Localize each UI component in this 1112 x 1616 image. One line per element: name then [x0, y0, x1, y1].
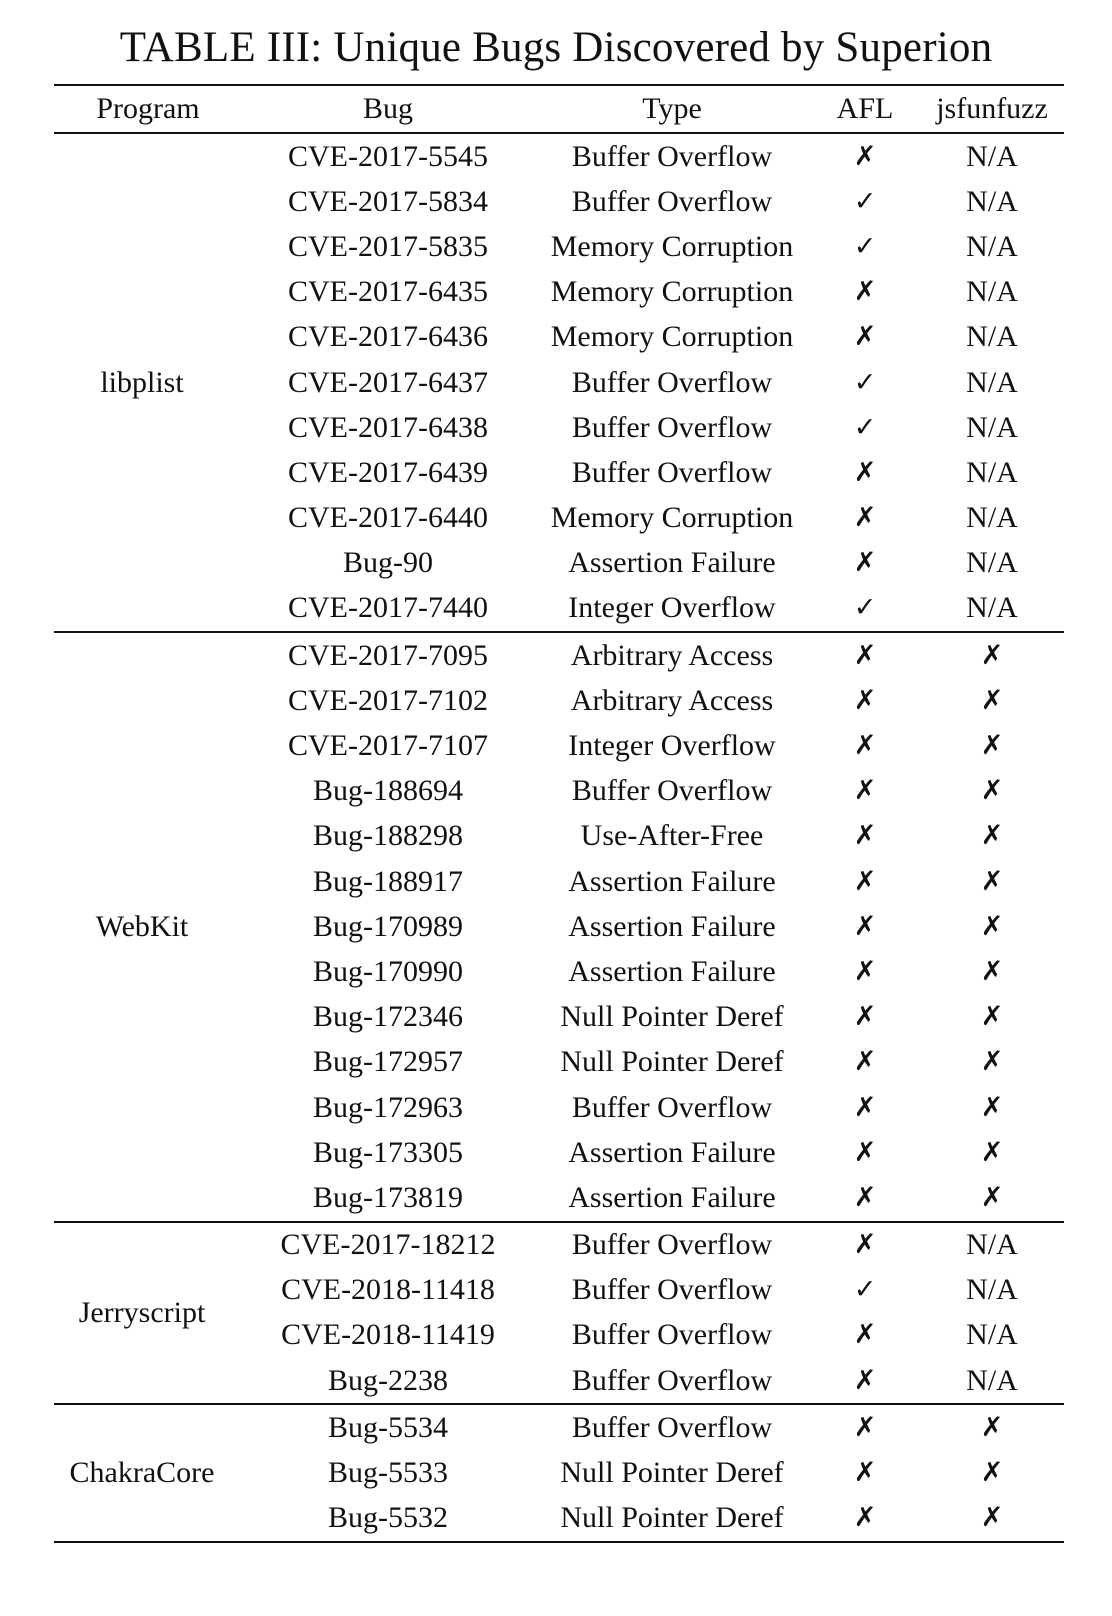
- bug-type-cell: Null Pointer Deref: [560, 1045, 784, 1079]
- bug-id-cell: Bug-172957: [313, 1045, 463, 1079]
- afl-result-cell: [810, 632, 920, 678]
- afl-result-cell: [810, 1450, 920, 1495]
- cross-icon: ✗: [853, 1046, 877, 1078]
- bug-id-cell: CVE-2017-7107: [288, 729, 488, 763]
- cross-icon: ✗: [980, 1091, 1004, 1123]
- bug-id-cell: CVE-2017-5545: [288, 139, 488, 173]
- cross-icon: ✗: [853, 684, 877, 716]
- bug-id-cell: CVE-2017-6436: [288, 320, 488, 354]
- cross-icon: ✗: [853, 1229, 877, 1261]
- bug-type-cell: Buffer Overflow: [571, 1273, 773, 1307]
- bug-type-cell: Buffer Overflow: [571, 184, 773, 218]
- cross-icon: ✗: [853, 1001, 877, 1033]
- cross-icon: ✗: [980, 639, 1004, 671]
- header-program: Program: [54, 85, 242, 133]
- bug-id-cell: Bug-170990: [313, 954, 463, 988]
- afl-result-cell: [810, 1404, 920, 1450]
- bug-type-cell: Buffer Overflow: [571, 410, 773, 444]
- checkmark-icon: ✓: [853, 592, 877, 624]
- afl-result-cell: [810, 360, 920, 405]
- jsfunfuzz-na-cell: N/A: [920, 1358, 1064, 1404]
- cross-icon: ✗: [853, 1136, 877, 1168]
- bug-type-cell: Integer Overflow: [568, 729, 776, 763]
- cross-icon: ✗: [980, 1502, 1004, 1534]
- bug-id-cell: Bug-172346: [313, 1000, 463, 1034]
- afl-result-cell: [810, 1313, 920, 1358]
- cross-icon: ✗: [980, 865, 1004, 897]
- jsfunfuzz-na-cell: N/A: [966, 139, 1018, 173]
- bug-type-cell: Integer Overflow: [534, 586, 810, 632]
- header-type: Type: [534, 85, 810, 133]
- program-group-chakracore: [54, 1404, 1064, 1542]
- bug-id-cell: Bug-173305: [313, 1135, 463, 1169]
- bug-id-cell: Bug-170989: [313, 909, 463, 943]
- jsfunfuzz-result-cell: [920, 632, 1064, 678]
- jsfunfuzz-na-cell: N/A: [966, 501, 1018, 535]
- bug-type-cell: Buffer Overflow: [534, 1358, 810, 1404]
- bug-type-cell: Use-After-Free: [580, 819, 764, 853]
- bug-type-cell: Arbitrary Access: [570, 683, 774, 717]
- jsfunfuzz-result-cell: [920, 1085, 1064, 1130]
- bug-type-cell: Buffer Overflow: [571, 1318, 773, 1352]
- table-row: [54, 1222, 1064, 1268]
- jsfunfuzz-na-cell: N/A: [966, 410, 1018, 444]
- afl-result-cell: [810, 859, 920, 904]
- afl-result-cell: [810, 769, 920, 814]
- afl-result-cell: [810, 1496, 920, 1542]
- jsfunfuzz-na-cell: N/A: [966, 546, 1018, 580]
- cross-icon: ✗: [853, 639, 877, 671]
- cross-icon: ✗: [853, 730, 877, 762]
- bug-id-cell: CVE-2017-18212: [280, 1228, 496, 1262]
- bug-id-cell: CVE-2017-6439: [288, 455, 488, 489]
- header-afl: AFL: [810, 85, 920, 133]
- bug-id-cell: Bug-172963: [313, 1090, 463, 1124]
- jsfunfuzz-na-cell: N/A: [966, 229, 1018, 263]
- bug-type-cell: Arbitrary Access: [570, 638, 774, 672]
- jsfunfuzz-result-cell: [920, 949, 1064, 994]
- afl-result-cell: [810, 496, 920, 541]
- cross-icon: ✗: [853, 1457, 877, 1489]
- cross-icon: ✗: [853, 1181, 877, 1213]
- bug-type-cell: Memory Corruption: [550, 501, 794, 535]
- bug-type-cell: Buffer Overflow: [571, 1090, 773, 1124]
- afl-result-cell: [810, 1040, 920, 1085]
- table-row: [54, 133, 1064, 179]
- jsfunfuzz-result-cell: [920, 904, 1064, 949]
- cross-icon: ✗: [980, 955, 1004, 987]
- jsfunfuzz-result-cell: [920, 769, 1064, 814]
- bug-id-cell: Bug-2238: [242, 1358, 534, 1404]
- afl-result-cell: [810, 1268, 920, 1313]
- cross-icon: ✗: [980, 820, 1004, 852]
- cross-icon: ✗: [980, 910, 1004, 942]
- afl-result-cell: [810, 949, 920, 994]
- bug-type-cell: Assertion Failure: [568, 864, 776, 898]
- bug-type-cell: Buffer Overflow: [571, 774, 773, 808]
- afl-result-cell: [810, 723, 920, 768]
- bug-type-cell: Buffer Overflow: [571, 365, 773, 399]
- afl-result-cell: [810, 904, 920, 949]
- afl-result-cell: [810, 995, 920, 1040]
- table-row: [54, 632, 1064, 678]
- cross-icon: ✗: [853, 1319, 877, 1351]
- program-group-libplist: [54, 133, 1064, 632]
- program-cell: Jerryscript: [54, 1222, 242, 1405]
- jsfunfuzz-result-cell: [920, 1040, 1064, 1085]
- header-jsfunfuzz: jsfunfuzz: [920, 85, 1064, 133]
- afl-result-cell: [810, 270, 920, 315]
- afl-result-cell: [810, 586, 920, 632]
- checkmark-icon: ✓: [853, 185, 877, 217]
- jsfunfuzz-na-cell: N/A: [966, 365, 1018, 399]
- bug-id-cell: CVE-2017-7440: [242, 586, 534, 632]
- bug-id-cell: CVE-2018-11418: [281, 1273, 495, 1307]
- jsfunfuzz-na-cell: N/A: [966, 320, 1018, 354]
- bug-type-cell: Null Pointer Deref: [560, 1456, 784, 1490]
- cross-icon: ✗: [853, 456, 877, 488]
- bug-id-cell: CVE-2017-5835: [288, 229, 488, 263]
- bug-id-cell: CVE-2018-11419: [281, 1318, 495, 1352]
- checkmark-icon: ✓: [853, 1274, 877, 1306]
- bug-id-cell: Bug-188694: [313, 774, 463, 808]
- afl-result-cell: [810, 405, 920, 450]
- jsfunfuzz-na-cell: N/A: [966, 455, 1018, 489]
- program-cell: libplist: [54, 133, 242, 632]
- afl-result-cell: [810, 450, 920, 495]
- afl-result-cell: [810, 1358, 920, 1404]
- afl-result-cell: [810, 133, 920, 179]
- bug-type-cell: Memory Corruption: [550, 229, 794, 263]
- program-group-webkit: [54, 632, 1064, 1221]
- jsfunfuzz-result-cell: [920, 814, 1064, 859]
- afl-result-cell: [810, 1222, 920, 1268]
- bug-id-cell: CVE-2017-6437: [288, 365, 488, 399]
- bug-type-cell: Null Pointer Deref: [534, 1496, 810, 1542]
- cross-icon: ✗: [853, 502, 877, 534]
- jsfunfuzz-na-cell: N/A: [966, 1228, 1018, 1262]
- bug-type-cell: Assertion Failure: [534, 1175, 810, 1221]
- jsfunfuzz-result-cell: [920, 1450, 1064, 1495]
- program-group-jerryscript: [54, 1222, 1064, 1405]
- header-bug: Bug: [242, 85, 534, 133]
- jsfunfuzz-na-cell: N/A: [966, 275, 1018, 309]
- jsfunfuzz-na-cell: N/A: [966, 1318, 1018, 1352]
- bug-id-cell: Bug-173819: [242, 1175, 534, 1221]
- afl-result-cell: [810, 1085, 920, 1130]
- jsfunfuzz-result-cell: [920, 1496, 1064, 1542]
- bug-type-cell: Null Pointer Deref: [560, 1000, 784, 1034]
- cross-icon: ✗: [980, 730, 1004, 762]
- cross-icon: ✗: [853, 865, 877, 897]
- bug-id-cell: CVE-2017-6435: [288, 275, 488, 309]
- table-row: [54, 1404, 1064, 1450]
- cross-icon: ✗: [853, 955, 877, 987]
- checkmark-icon: ✓: [853, 411, 877, 443]
- bug-id-cell: Bug-188298: [313, 819, 463, 853]
- afl-result-cell: [810, 1175, 920, 1221]
- afl-result-cell: [810, 678, 920, 723]
- jsfunfuzz-result-cell: [920, 678, 1064, 723]
- bug-type-cell: Assertion Failure: [568, 1135, 776, 1169]
- cross-icon: ✗: [980, 1411, 1004, 1443]
- jsfunfuzz-result-cell: [920, 995, 1064, 1040]
- jsfunfuzz-na-cell: N/A: [920, 586, 1064, 632]
- cross-icon: ✗: [853, 1502, 877, 1534]
- bug-id-cell: CVE-2017-7102: [288, 683, 488, 717]
- bug-type-cell: Memory Corruption: [550, 275, 794, 309]
- checkmark-icon: ✓: [853, 230, 877, 262]
- bug-type-cell: Assertion Failure: [568, 546, 776, 580]
- header-row: [54, 85, 1064, 133]
- bug-type-cell: Buffer Overflow: [571, 139, 773, 173]
- cross-icon: ✗: [980, 1181, 1004, 1213]
- bug-id-cell: Bug-5532: [242, 1496, 534, 1542]
- afl-result-cell: [810, 814, 920, 859]
- bug-type-cell: Assertion Failure: [568, 954, 776, 988]
- cross-icon: ✗: [853, 547, 877, 579]
- afl-result-cell: [810, 1130, 920, 1175]
- program-cell: ChakraCore: [54, 1404, 242, 1542]
- bug-id-cell: Bug-90: [343, 546, 433, 580]
- bug-type-cell: Memory Corruption: [550, 320, 794, 354]
- bugs-table: [54, 84, 1064, 1543]
- jsfunfuzz-na-cell: N/A: [966, 1273, 1018, 1307]
- bug-id-cell: CVE-2017-6438: [288, 410, 488, 444]
- jsfunfuzz-result-cell: [920, 1130, 1064, 1175]
- bug-id-cell: Bug-5534: [328, 1410, 448, 1444]
- afl-result-cell: [810, 541, 920, 586]
- afl-result-cell: [810, 315, 920, 360]
- cross-icon: ✗: [853, 1411, 877, 1443]
- cross-icon: ✗: [853, 321, 877, 353]
- bug-id-cell: Bug-188917: [313, 864, 463, 898]
- cross-icon: ✗: [980, 1046, 1004, 1078]
- checkmark-icon: ✓: [853, 366, 877, 398]
- bug-type-cell: Buffer Overflow: [571, 455, 773, 489]
- table-header: [54, 85, 1064, 133]
- cross-icon: ✗: [853, 276, 877, 308]
- cross-icon: ✗: [853, 820, 877, 852]
- cross-icon: ✗: [980, 1001, 1004, 1033]
- cross-icon: ✗: [853, 140, 877, 172]
- bug-id-cell: CVE-2017-6440: [288, 501, 488, 535]
- table-caption: TABLE III: Unique Bugs Discovered by Superion: [119, 24, 993, 71]
- cross-icon: ✗: [980, 775, 1004, 807]
- afl-result-cell: [810, 224, 920, 269]
- cross-icon: ✗: [980, 1136, 1004, 1168]
- program-cell: WebKit: [54, 632, 242, 1221]
- afl-result-cell: [810, 179, 920, 224]
- cross-icon: ✗: [980, 1457, 1004, 1489]
- jsfunfuzz-result-cell: [920, 1404, 1064, 1450]
- cross-icon: ✗: [853, 910, 877, 942]
- jsfunfuzz-result-cell: [920, 1175, 1064, 1221]
- cross-icon: ✗: [980, 684, 1004, 716]
- bug-type-cell: Buffer Overflow: [571, 1228, 773, 1262]
- cross-icon: ✗: [853, 775, 877, 807]
- bug-type-cell: Buffer Overflow: [571, 1410, 773, 1444]
- jsfunfuzz-na-cell: N/A: [966, 184, 1018, 218]
- cross-icon: ✗: [853, 1364, 877, 1396]
- bug-type-cell: Assertion Failure: [568, 909, 776, 943]
- bug-id-cell: Bug-5533: [328, 1456, 448, 1490]
- jsfunfuzz-result-cell: [920, 859, 1064, 904]
- bug-id-cell: CVE-2017-7095: [288, 638, 488, 672]
- bug-id-cell: CVE-2017-5834: [288, 184, 488, 218]
- jsfunfuzz-result-cell: [920, 723, 1064, 768]
- cross-icon: ✗: [853, 1091, 877, 1123]
